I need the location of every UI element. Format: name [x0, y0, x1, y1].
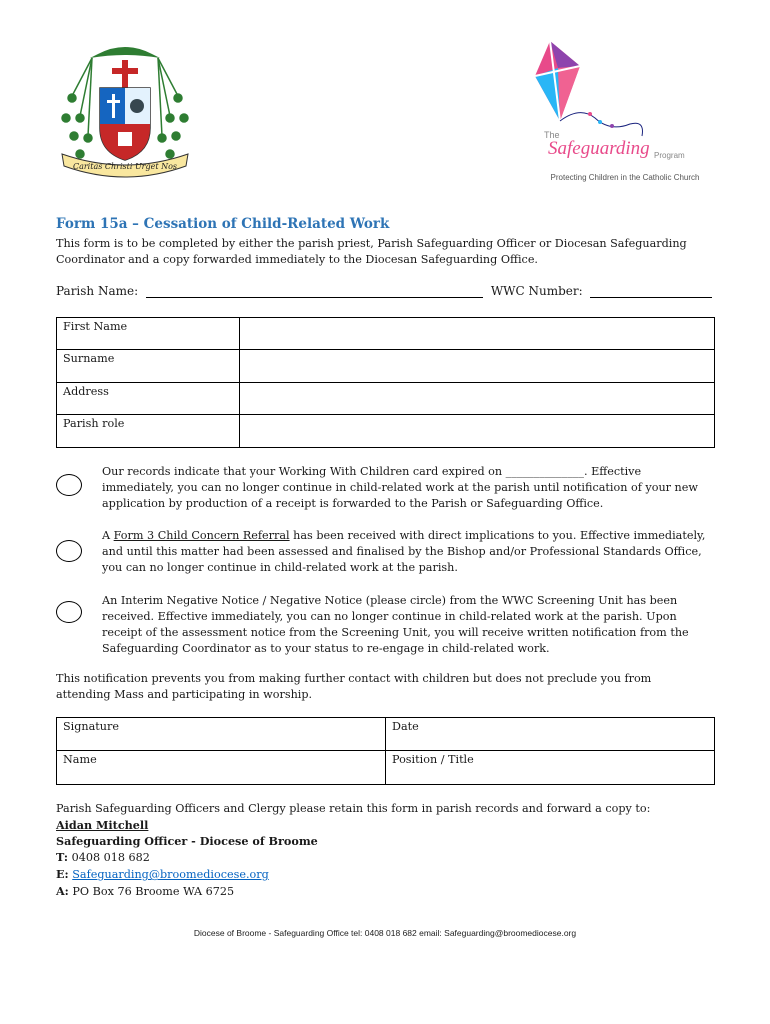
- signature-table: [56, 717, 715, 785]
- position-cell[interactable]: [386, 751, 715, 785]
- table-row: [57, 415, 715, 448]
- parish-role-field[interactable]: [240, 415, 715, 448]
- crest-motto: Caritas Christi Urget Nos: [72, 162, 178, 171]
- option-2-rest: has been received with direct implications to you. Effective immediately, and until this matter had been assessed and finalised by the Bishop and/or Professional Standards Office, you can no longer continue in child-related work at the parish.: [102, 529, 706, 574]
- name-cell[interactable]: [57, 751, 386, 785]
- parish-wwc-row: [56, 284, 716, 298]
- phone-value: 0408 018 682: [71, 851, 150, 864]
- contact-role: Safeguarding Officer - Diocese of Broome: [56, 834, 318, 848]
- personal-details-table: [56, 317, 715, 448]
- name-label: Name: [63, 753, 97, 766]
- wwc-number-field[interactable]: [590, 285, 712, 298]
- contact-phone-line: [56, 849, 650, 866]
- logo-tagline: Protecting Children in the Catholic Church: [550, 173, 700, 182]
- table-row: [57, 751, 715, 785]
- option-2-text: [102, 528, 716, 576]
- table-row: [57, 383, 715, 415]
- option-2-prefix: A: [102, 529, 114, 542]
- email-label: E:: [56, 867, 69, 881]
- table-row: [57, 718, 715, 751]
- contact-block: [56, 801, 650, 900]
- form-title: Form 15a – Cessation of Child-Related Work: [56, 216, 390, 232]
- address-field[interactable]: [240, 383, 715, 415]
- date-cell[interactable]: [386, 718, 715, 751]
- contact-name: Aidan Mitchell: [56, 818, 149, 832]
- parish-name-field[interactable]: [146, 285, 483, 298]
- surname-label: Surname: [57, 350, 240, 383]
- option-1-radio[interactable]: [56, 474, 82, 496]
- address-label-contact: A:: [56, 884, 69, 898]
- logo-safeguarding-text: Safeguarding: [548, 138, 650, 159]
- email-link[interactable]: Safeguarding@broomediocese.org: [72, 868, 269, 881]
- contact-address-line: [56, 883, 650, 900]
- option-3-text: An Interim Negative Notice / Negative Notice (please circle) from the WWC Screening Unit has been received. Effective immediately, you can no longer continue in child-related work at the parish. Upon receipt of the assessment notice from the Screening Unit, you will receive written notification from the Safeguarding Coordinator as to your status to re-engage in child-related work.: [102, 594, 689, 655]
- signature-cell[interactable]: [57, 718, 386, 751]
- first-name-field[interactable]: [240, 318, 715, 350]
- form-3-link[interactable]: Form 3 Child Concern Referral: [113, 529, 290, 542]
- phone-label: T:: [56, 850, 69, 864]
- notification-notice: This notification prevents you from making further contact with children but does not preclude you from attending Mass and participating in worship.: [56, 672, 652, 701]
- signature-label: Signature: [63, 720, 119, 733]
- diocese-crest-logo: [50, 36, 200, 186]
- table-row: [57, 350, 715, 383]
- page-footer: Diocese of Broome - Safeguarding Office tel: 0408 018 682 email: Safeguarding@broomediocese.org: [193, 928, 577, 938]
- safeguarding-kite-logo: [520, 36, 715, 196]
- address-label: Address: [57, 383, 240, 415]
- option-1-text: Our records indicate that your Working With Children card expired on ______________. Effective immediately, you can no longer continue in child-related work at the parish until notification of your new application by production of a receipt is forwarded to the Parish or Safeguarding Office.: [102, 465, 698, 510]
- contact-email-line: [56, 866, 650, 883]
- option-3-radio[interactable]: [56, 601, 82, 623]
- logo-the-text: The: [544, 130, 560, 140]
- form-intro: This form is to be completed by either the parish priest, Parish Safeguarding Officer or Diocesan Safeguarding Coordinator and a copy forwarded immediately to the Diocesan Safeguarding Office.: [56, 237, 687, 266]
- date-label: Date: [392, 720, 419, 733]
- surname-field[interactable]: [240, 350, 715, 383]
- wwc-number-label: WWC Number:: [490, 284, 583, 298]
- address-value: PO Box 76 Broome WA 6725: [72, 885, 235, 898]
- position-label: Position / Title: [392, 753, 474, 766]
- logo-program-text: Program: [654, 151, 685, 160]
- option-2-radio[interactable]: [56, 540, 82, 562]
- table-row: [57, 318, 715, 350]
- parish-name-label: Parish Name:: [56, 284, 139, 298]
- first-name-label: First Name: [57, 318, 240, 350]
- parish-role-label: Parish role: [57, 415, 240, 448]
- contact-instruction: Parish Safeguarding Officers and Clergy please retain this form in parish records and forward a copy to:: [56, 802, 651, 815]
